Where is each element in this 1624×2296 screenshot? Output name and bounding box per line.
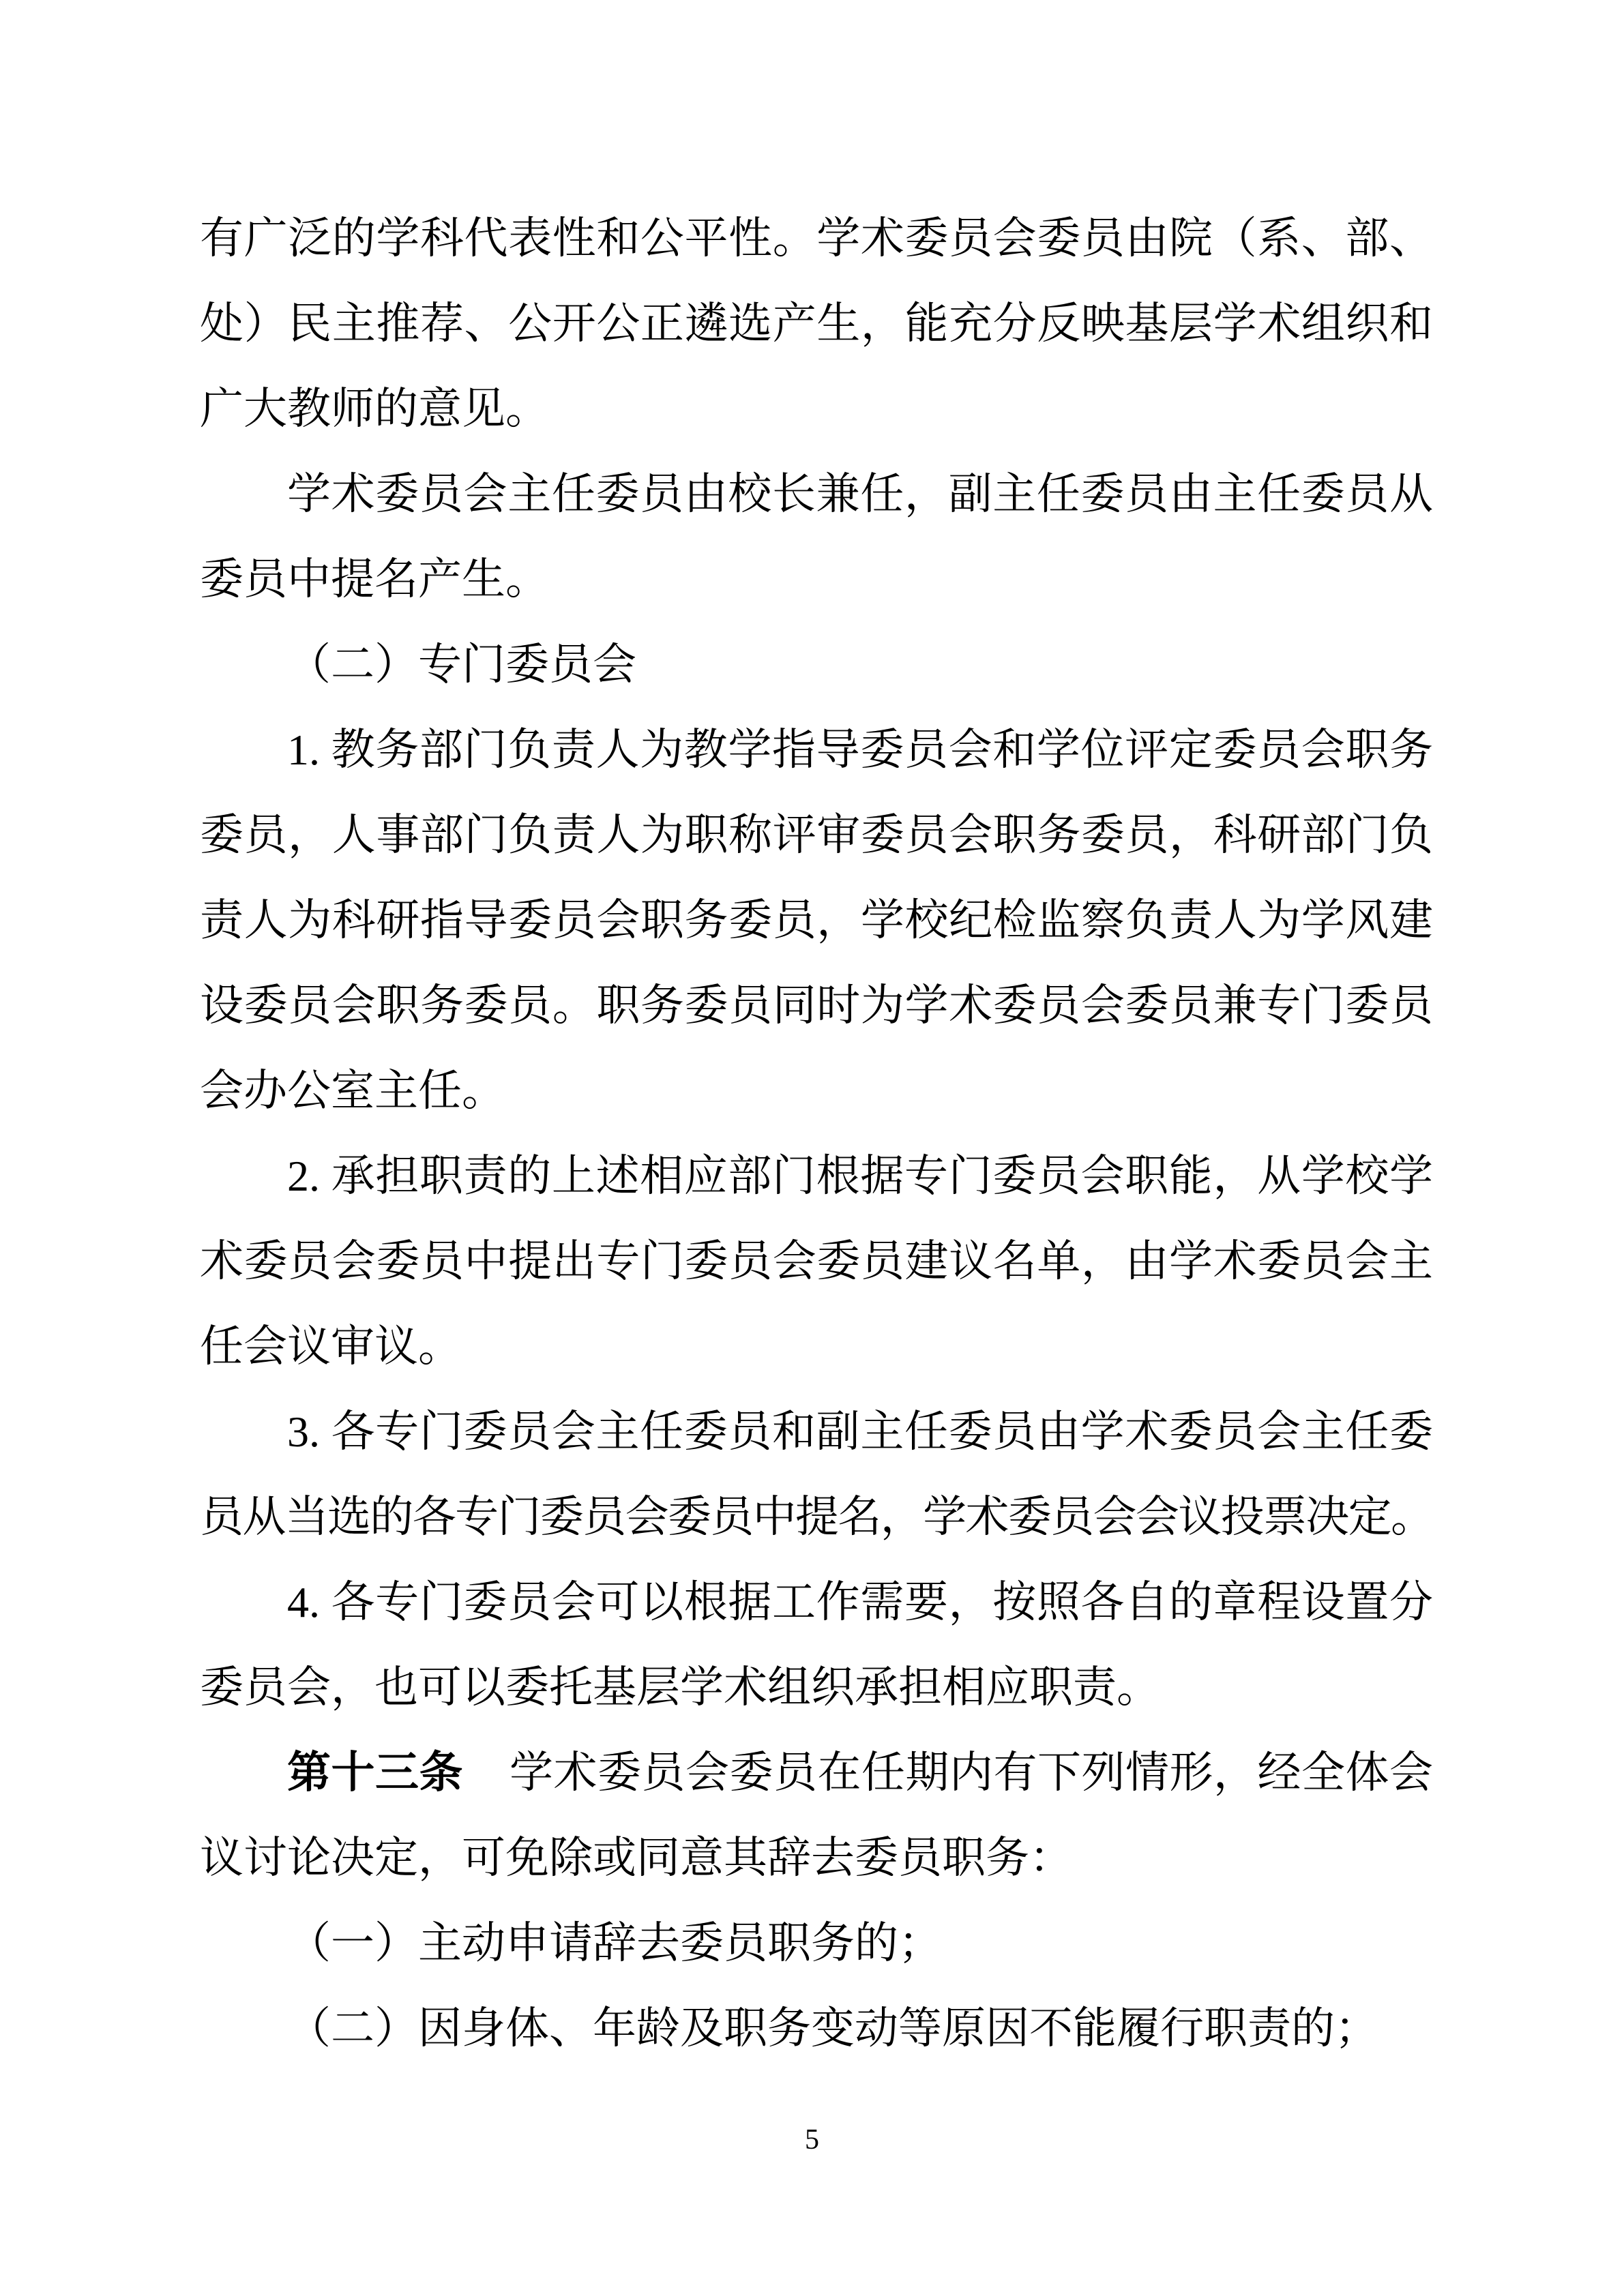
text-line (200, 1900, 1433, 1986)
text-line (200, 963, 1433, 1048)
text-line-body: 委员中提名产生。 (200, 555, 549, 603)
text-line-body: 责人为科研指导委员会职务委员，学校纪检监察负责人为学风建 (200, 896, 1433, 944)
text-line (200, 622, 1433, 707)
text-line (200, 878, 1433, 963)
text-line-body: 委员会，也可以委托基层学术组织承担相应职责。 (200, 1663, 1160, 1712)
text-line (200, 537, 1433, 622)
text-line (200, 1389, 1433, 1474)
text-line (200, 451, 1433, 537)
text-line (200, 366, 1433, 451)
text-line (200, 1304, 1433, 1389)
text-line (200, 1048, 1433, 1133)
text-line-body: （一）主动申请辞去委员职务的； (287, 1919, 942, 1967)
text-line-body: 术委员会委员中提出专门委员会委员建议名单，由学术委员会主 (200, 1237, 1433, 1285)
page-number: 5 (805, 2124, 819, 2156)
text-line (200, 1815, 1433, 1900)
text-line (200, 1560, 1433, 1645)
text-line-body: （二）因身体、年龄及职务变动等原因不能履行职责的； (287, 2004, 1378, 2053)
text-line-body: 学术委员会委员在任期内有下列情形，经全体会 (510, 1748, 1433, 1797)
text-line-body: 会办公室主任。 (200, 1067, 505, 1115)
text-line (200, 1219, 1433, 1304)
text-line-body: 1. 教务部门负责人为教学指导委员会和学位评定委员会职务 (287, 726, 1433, 774)
text-line-body: 4. 各专门委员会可以根据工作需要，按照各自的章程设置分 (287, 1578, 1433, 1626)
article-number-bold: 第十三条 (287, 1748, 463, 1797)
text-line-body: 广大教师的意见。 (200, 385, 549, 433)
text-line-body: 有广泛的学科代表性和公平性。学术委员会委员由院（系、部、 (200, 214, 1433, 263)
text-line-body: 3. 各专门委员会主任委员和副主任委员由学术委员会主任委 (287, 1407, 1433, 1456)
text-line-body: 任会议审议。 (200, 1322, 462, 1371)
text-line (200, 196, 1433, 281)
text-line (200, 281, 1433, 366)
text-line (200, 1645, 1433, 1730)
text-line (200, 707, 1433, 792)
text-line-body: （二）专门委员会 (287, 640, 636, 689)
text-line-body: 委员，人事部门负责人为职称评审委员会职务委员，科研部门负 (200, 811, 1433, 859)
text-line-body: 2. 承担职责的上述相应部门根据专门委员会职能，从学校学 (287, 1152, 1433, 1200)
text-line (200, 1730, 1433, 1815)
text-line-body: 学术委员会主任委员由校长兼任，副主任委员由主任委员从 (287, 470, 1433, 518)
text-line-body: 议讨论决定，可免除或同意其辞去委员职务： (200, 1834, 1073, 1882)
text-line (200, 792, 1433, 878)
text-block (200, 196, 1433, 2071)
text-line-body: 处）民主推荐、公开公正遴选产生，能充分反映基层学术组织和 (200, 299, 1433, 348)
text-line (200, 1474, 1433, 1560)
text-line-body: 员从当选的各专门委员会委员中提名，学术委员会会议投票决定。 (200, 1493, 1433, 1541)
text-line (200, 1986, 1433, 2071)
text-line (200, 1133, 1433, 1219)
text-line-body: 设委员会职务委员。职务委员同时为学术委员会委员兼专门委员 (200, 981, 1433, 1030)
